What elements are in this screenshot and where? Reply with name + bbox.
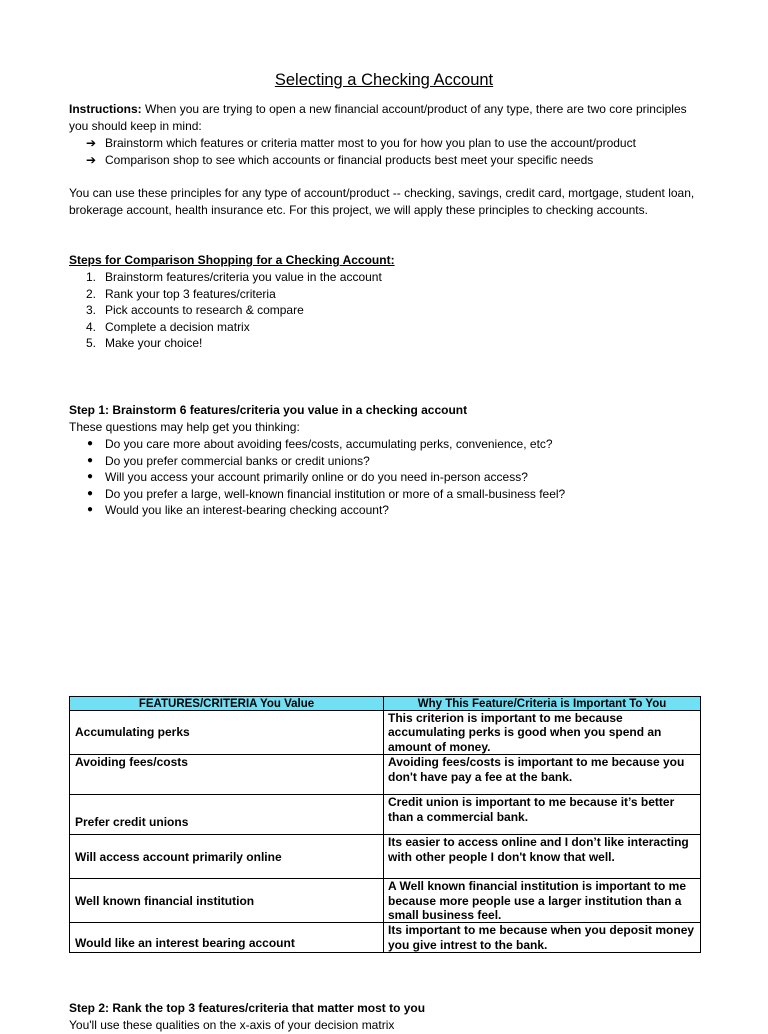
list-item: 2. Rank your top 3 features/criteria [86,286,276,301]
reason-cell: Credit union is important to me because it’s better than a commercial bank. [384,795,701,835]
list-item: ● Do you care more about avoiding fees/costs, accumulating perks, convenience, etc? [87,437,553,451]
list-item: 4. Complete a decision matrix [86,319,250,334]
list-item: 5. Make your choice! [86,336,203,351]
steps-heading: Steps for Comparison Shopping for a Checking Account: [69,253,395,267]
step2-heading: Step 2: Rank the top 3 features/criteria that matter most to you [69,1001,426,1015]
feature-cell: Accumulating perks [70,711,384,755]
table-row [70,755,701,795]
reason-cell: Avoiding fees/costs is important to me because you don't have pay a fee at the bank. [384,755,701,795]
bullet-icon: ● [87,454,94,466]
step-number: 1. [86,270,97,284]
arrow-icon: ➔ [86,152,97,167]
list-item: 3. Pick accounts to research & compare [86,303,304,318]
table-row [70,711,701,755]
reason-cell: Its important to me because when you deposit money you give intrest to the bank. [384,923,701,953]
list-item: ➔ Brainstorm which features or criteria matter most to you for how you plan to use the account/product [86,136,636,150]
list-item: ● Do you prefer commercial banks or credit unions? [87,453,370,468]
table-row [70,835,701,879]
instructions-label: Instructions: [69,102,142,116]
table-header-row [70,697,701,711]
feature-cell: Avoiding fees/costs [70,755,384,795]
list-item: 1. Brainstorm features/criteria you value in the account [86,270,382,284]
table-row [70,923,701,953]
step1-subheading: These questions may help get you thinking: [69,420,300,434]
reason-cell: This criterion is important to me because accumulating perks is good when you spend an amount of money. [384,711,701,755]
table-row [70,879,701,923]
list-item: ➔ Comparison shop to see which accounts or financial products best meet your specific needs [86,152,594,167]
step-number: 4. [86,319,97,334]
feature-cell: Prefer credit unions [70,795,384,835]
bullet-icon: ● [87,487,94,499]
step-number: 2. [86,286,97,301]
step-number: 5. [86,336,97,351]
step2-subheading: You'll use these qualities on the x-axis of your decision matrix [69,1018,395,1032]
instructions-bullets [69,135,709,168]
reason-cell: Its easier to access online and I don’t like interacting with other people I don't know that well. [384,835,701,879]
instructions-text: When you are trying to open a new financial account/product of any type, there are two core principles you should keep in mind: [69,102,687,133]
bullet-icon: ● [87,504,94,516]
bullet-icon: ● [87,438,94,449]
feature-cell: Would like an interest bearing account [70,923,384,953]
table-row [70,795,701,835]
steps-list [69,269,709,352]
column-header-features: FEATURES/CRITERIA You Value [70,697,384,711]
list-item: ● Would you like an interest-bearing checking account? [87,503,389,518]
instructions-paragraph [69,101,709,134]
step1-heading: Step 1: Brainstorm 6 features/criteria you value in a checking account [69,403,468,417]
list-item: ● Do you prefer a large, well-known financial institution or more of a small-business feel? [87,486,566,501]
step-number: 3. [86,303,97,318]
feature-cell: Will access account primarily online [70,835,384,879]
step1-questions [69,436,709,519]
reason-cell: A Well known financial institution is important to me because more people use a larger institution than a small business feel. [384,879,701,923]
bullet-icon: ● [87,471,94,483]
criteria-table [69,696,701,953]
intro-paragraph: You can use these principles for any type of account/product -- checking, savings, credit card, mortgage, student loan, brokerage account, health insurance etc. For this project, we will apply these principles to checking accounts. [69,186,695,217]
page-title: Selecting a Checking Account [274,71,494,89]
feature-cell: Well known financial institution [70,879,384,923]
arrow-icon: ➔ [86,136,97,150]
column-header-why: Why This Feature/Criteria is Important To You [384,697,701,711]
list-item: ● Will you access your account primarily online or do you need in-person access? [87,470,528,485]
